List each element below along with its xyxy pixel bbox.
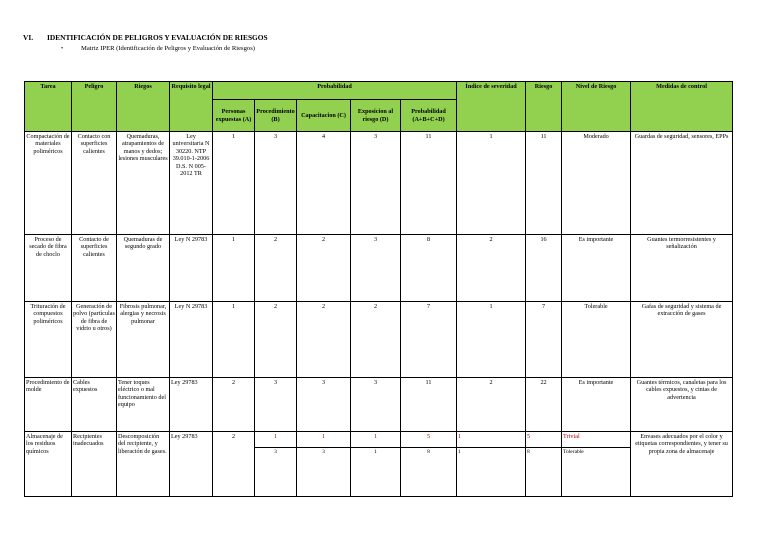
cell-b: 2	[255, 235, 297, 302]
cell-d: 3	[351, 378, 401, 432]
cell-peligro: Contacto de superficies calientes	[72, 235, 117, 302]
cell-tarea: Trituración de compuestos poliméricos	[25, 302, 72, 378]
cell-severidad: 2	[457, 378, 526, 432]
bullet-item	[61, 45, 255, 52]
cell-severidad: 2	[457, 235, 526, 302]
cell-c-revised: 3	[297, 448, 351, 497]
cell-nivel-revised: Tolerable	[562, 448, 631, 497]
cell-riesgo: 16	[526, 235, 562, 302]
cell-riesgos: Tener toques eléctrico o mal funcionamiento del equipo	[117, 378, 170, 432]
cell-severidad-revised: 1	[457, 448, 526, 497]
subheader-procedimiento: Procedimiento (B)	[255, 100, 297, 132]
subheader-personas: Personas expuestas (A)	[213, 100, 255, 132]
cell-medidas: Guardas de seguridad, sensores, EPPs	[631, 132, 733, 235]
cell-c: 4	[297, 132, 351, 235]
cell-prob: 11	[401, 378, 457, 432]
cell-medidas: Guantes térmicos, canaletas para los cables expuestos, y cintas de advertencia	[631, 378, 733, 432]
cell-severidad: 1	[457, 302, 526, 378]
cell-nivel: Es importante	[562, 378, 631, 432]
cell-peligro: Contacto con superficies calientes	[72, 132, 117, 235]
subheader-probabilidad-total: Probabilidad (A+B+C+D)	[401, 100, 457, 132]
subheader-capacitacion: Capacitacion (C)	[297, 100, 351, 132]
header-indice-severidad: Índice de severidad	[457, 82, 526, 132]
cell-d: 2	[351, 302, 401, 378]
section-number: VI.	[23, 33, 34, 42]
cell-b-revised: 3	[255, 448, 297, 497]
cell-c: 2	[297, 235, 351, 302]
cell-riesgo: 7	[526, 302, 562, 378]
cell-peligro: Cables expuestos	[72, 378, 117, 432]
header-nivel: Nivel de Riesgo	[562, 82, 631, 132]
cell-severidad: 1	[457, 432, 526, 448]
cell-nivel: Moderado	[562, 132, 631, 235]
cell-riesgos: Fibrosis pulmonar, alergias y necrosis pulmonar	[117, 302, 170, 378]
cell-riesgo: 11	[526, 132, 562, 235]
cell-requisito: Ley N 29783	[170, 235, 213, 302]
subheader-exposicion: Exposicion al riesgo (D)	[351, 100, 401, 132]
bullet-symbol: •	[61, 46, 64, 52]
iper-table	[24, 81, 733, 497]
cell-riesgos: Descomposición del recipiente, y liberación de gases.	[117, 432, 170, 497]
cell-requisito: Ley 29783	[170, 432, 213, 497]
cell-riesgo: 22	[526, 378, 562, 432]
header-requisito: Requisito legal	[170, 82, 213, 132]
cell-medidas: Guantes termorresistentes y señalización	[631, 235, 733, 302]
cell-peligro: Generación de polvo (partículas de fibra de vidrio u otros)	[72, 302, 117, 378]
cell-a: 2	[213, 432, 255, 497]
cell-d: 1	[351, 432, 401, 448]
cell-peligro: Recipientes inadecuados	[72, 432, 117, 497]
cell-d: 3	[351, 132, 401, 235]
cell-a: 1	[213, 235, 255, 302]
table-row	[25, 132, 733, 235]
cell-d: 3	[351, 235, 401, 302]
cell-tarea: Compactación de materiales poliméricos	[25, 132, 72, 235]
cell-b: 2	[255, 302, 297, 378]
cell-medidas: Envases adecuados por el color y etiquetas correspondientes, y tener su propia zona de almacenaje	[631, 432, 733, 497]
header-tarea: Tarea	[25, 82, 72, 132]
cell-tarea: Almacenaje de los residuos químicos	[25, 432, 72, 497]
cell-c: 3	[297, 378, 351, 432]
cell-requisito: Ley universitaria N 30220. NTP 39.010-1-2006 D.S. N 005-2012 TR	[170, 132, 213, 235]
cell-nivel: Es importante	[562, 235, 631, 302]
header-row	[25, 82, 733, 100]
cell-riesgo: 5	[526, 432, 562, 448]
cell-prob: 7	[401, 302, 457, 378]
header-medidas: Medidas de control	[631, 82, 733, 132]
cell-b: 3	[255, 132, 297, 235]
cell-riesgos: Quemaduras, atrapamientos de manos y dedos; lesiones musculares	[117, 132, 170, 235]
section-title: IDENTIFICACIÓN DE PELIGROS Y EVALUACIÓN DE RIESGOS	[47, 33, 268, 42]
cell-tarea: Procedimiento de molde	[25, 378, 72, 432]
cell-d-revised: 1	[351, 448, 401, 497]
table-row	[25, 432, 733, 448]
table-row	[25, 235, 733, 302]
cell-medidas: Gafas de seguridad y sistema de extracción de gases	[631, 302, 733, 378]
cell-requisito: Ley N 29783	[170, 302, 213, 378]
header-peligro: Peligro	[72, 82, 117, 132]
header-riesgos: Riegos	[117, 82, 170, 132]
cell-prob: 8	[401, 235, 457, 302]
cell-prob: 11	[401, 132, 457, 235]
cell-c: 2	[297, 302, 351, 378]
cell-severidad: 1	[457, 132, 526, 235]
cell-prob-revised: 8	[401, 448, 457, 497]
cell-a: 1	[213, 302, 255, 378]
section-heading	[23, 33, 268, 42]
cell-nivel: Tolerable	[562, 302, 631, 378]
cell-tarea: Proceso de secado de fibra de choclo	[25, 235, 72, 302]
cell-riesgo-revised: 8	[526, 448, 562, 497]
bullet-text: Matriz IPER (Identificación de Peligros y Evaluación de Riesgos)	[81, 45, 255, 52]
cell-requisito: Ley 29783	[170, 378, 213, 432]
cell-c: 1	[297, 432, 351, 448]
cell-b: 3	[255, 378, 297, 432]
header-probabilidad: Probabilidad	[213, 82, 457, 100]
cell-a: 1	[213, 132, 255, 235]
table-row	[25, 378, 733, 432]
cell-b: 1	[255, 432, 297, 448]
cell-nivel: Trivial	[562, 432, 631, 448]
table-row	[25, 302, 733, 378]
header-riesgo: Riesgo	[526, 82, 562, 132]
cell-prob: 5	[401, 432, 457, 448]
cell-riesgos: Quemaduras de segundo grado	[117, 235, 170, 302]
cell-a: 2	[213, 378, 255, 432]
